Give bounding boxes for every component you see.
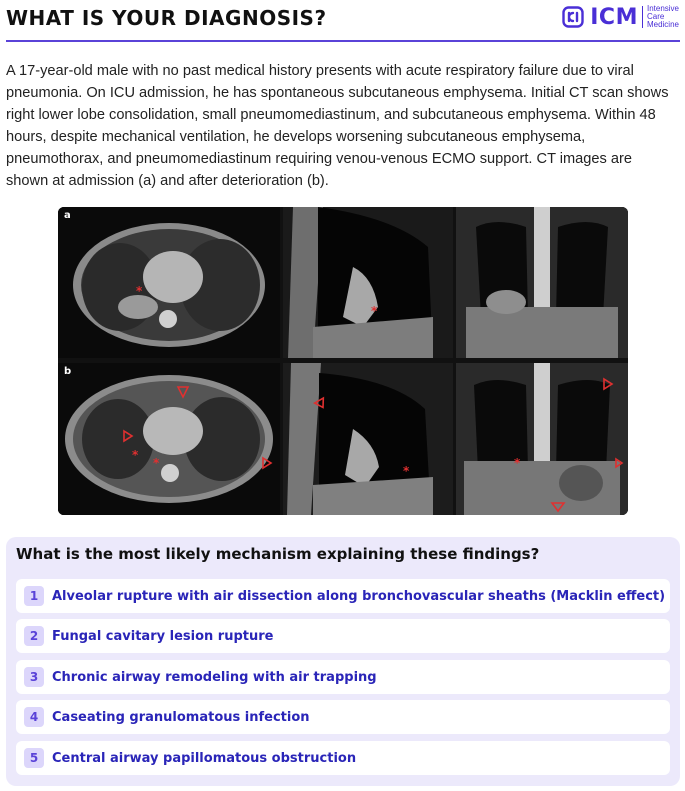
option-number: 3 <box>24 667 44 687</box>
logo-sub-line2: Care <box>646 12 665 21</box>
option-text: Central airway papillomatous obstruction <box>52 750 357 766</box>
answer-option-2[interactable] <box>16 619 670 653</box>
ct-coronal-b-image <box>456 363 628 515</box>
logo-divider <box>642 6 643 28</box>
answer-option-3[interactable] <box>16 660 670 694</box>
panel-label-a: a <box>64 210 71 221</box>
answer-option-5[interactable] <box>16 741 670 775</box>
svg-text:*: * <box>403 464 410 478</box>
logo-text: ICM <box>590 4 638 30</box>
header-divider <box>6 40 680 42</box>
ct-axial-b <box>58 363 280 515</box>
logo-sub-line3: Medicine <box>646 20 679 29</box>
option-number: 4 <box>24 707 44 727</box>
ct-sagittal-b <box>283 363 453 515</box>
svg-text:*: * <box>153 456 160 470</box>
ct-sagittal-a <box>283 207 453 358</box>
page-title: WHAT IS YOUR DIAGNOSIS? <box>6 6 327 30</box>
logo-subtitle <box>647 5 679 29</box>
ct-figure <box>58 207 628 515</box>
ct-coronal-a <box>456 207 628 358</box>
svg-text:*: * <box>136 284 143 298</box>
answer-option-4[interactable] <box>16 700 670 734</box>
panel-label-b: b <box>64 366 72 377</box>
svg-text:*: * <box>132 448 139 462</box>
ct-axial-b-image <box>58 363 280 515</box>
logo-sub-line1: Intensive <box>646 4 679 13</box>
icm-logo-icon <box>562 6 584 28</box>
svg-text:*: * <box>371 304 378 318</box>
option-text: Alveolar rupture with air dissection along bronchovascular sheaths (Macklin effect) <box>52 588 666 604</box>
ct-axial-a <box>58 207 280 358</box>
ct-sagittal-a-image <box>283 207 453 358</box>
svg-text:*: * <box>514 456 521 470</box>
quiz-question: What is the most likely mechanism explaining these findings? <box>16 545 540 563</box>
ct-coronal-b <box>456 363 628 515</box>
option-number: 2 <box>24 626 44 646</box>
option-text: Caseating granulomatous infection <box>52 709 310 725</box>
option-number: 1 <box>24 586 44 606</box>
ct-axial-a-image <box>58 207 280 358</box>
page-header <box>0 0 685 42</box>
ct-sagittal-b-image <box>283 363 453 515</box>
case-description: A 17-year-old male with no past medical history presents with acute respiratory failure due to viral pneumonia. On ICU admission, he has spontaneous subcutaneous emphysema. Initial CT scan shows right lower lobe consolidation, small pneumomediastinum, and subcutaneous emphysema. Within 48 hours, despite mechanical ventilation, he develops worsening subcutaneous emphysema, pneumothorax, and pneumomediastinum requiring venou-venous ECMO support. CT images are shown at admission (a) and after deterioration (b). <box>6 63 669 189</box>
icm-logo <box>562 4 679 30</box>
answer-option-1[interactable] <box>16 579 670 613</box>
ct-coronal-a-image <box>456 207 628 358</box>
option-text: Fungal cavitary lesion rupture <box>52 628 274 644</box>
option-number: 5 <box>24 748 44 768</box>
option-text: Chronic airway remodeling with air trapping <box>52 669 377 685</box>
